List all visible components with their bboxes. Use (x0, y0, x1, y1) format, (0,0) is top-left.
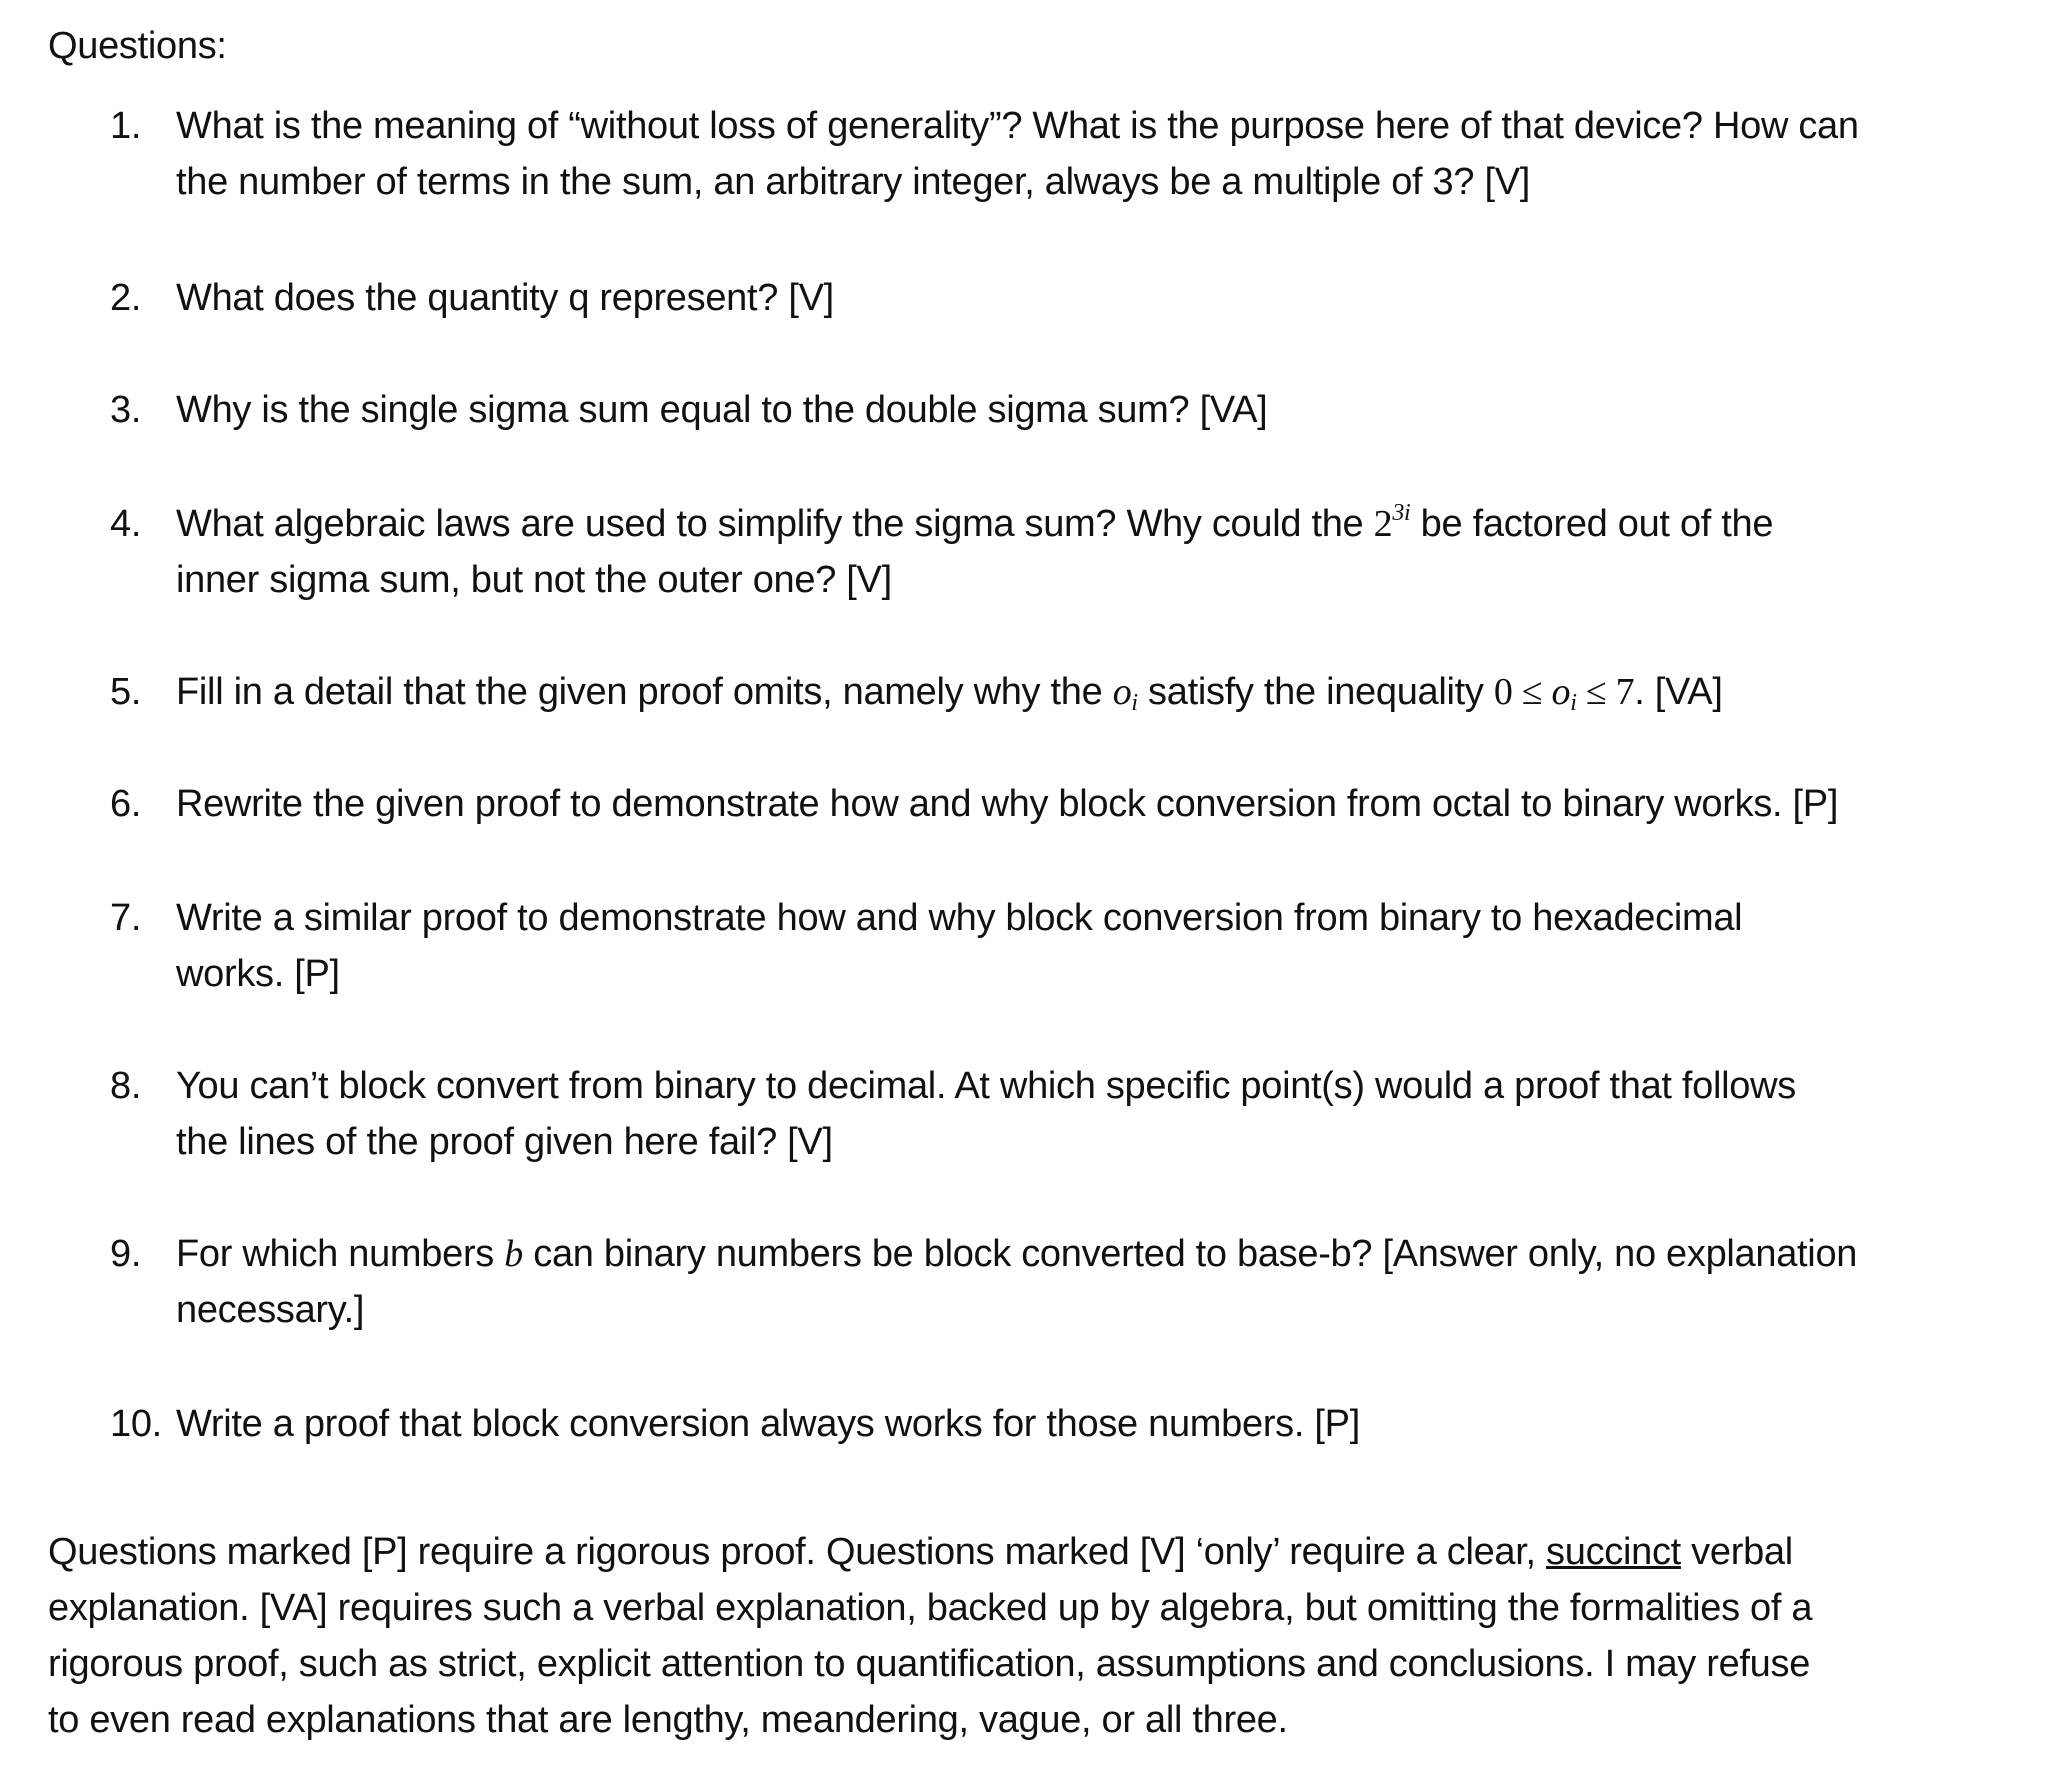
question-1 (110, 98, 2010, 210)
text-run: verbal (1680, 1531, 1793, 1573)
math-expression: 0 ≤ (1493, 671, 1552, 713)
question-text (176, 98, 2046, 210)
math-subscript: i (1570, 690, 1577, 716)
question-number: 6. (110, 783, 142, 825)
text-run: For which numbers (176, 1233, 505, 1275)
question-4 (110, 496, 2010, 608)
note-line: to even read explanations that are lengthy, meandering, vague, or all three. (48, 1699, 1288, 1741)
question-number: 7. (110, 897, 142, 939)
question-line (176, 496, 2046, 552)
question-number: 9. (110, 1233, 142, 1275)
question-line: the lines of the proof given here fail? [V] (176, 1121, 833, 1163)
math-subscript: i (1131, 690, 1138, 716)
question-number: 4. (110, 503, 142, 545)
math-variable: b (504, 1233, 523, 1275)
question-text (176, 270, 2046, 326)
question-line: Why is the single sigma sum equal to the double sigma sum? [VA] (176, 389, 1268, 431)
question-3 (110, 382, 2010, 438)
text-run: satisfy the inequality (1137, 671, 1494, 713)
text-run: What algebraic laws are used to simplify the sigma sum? Why could the (176, 503, 1374, 545)
question-9 (110, 1226, 2010, 1338)
math-expression: ≤ 7 (1576, 671, 1635, 713)
note-line: explanation. [VA] requires such a verbal explanation, backed up by algebra, but omitting the formalities of a (48, 1587, 1813, 1629)
text-run: . [VA] (1634, 671, 1723, 713)
question-number: 1. (110, 105, 142, 147)
question-line (176, 1226, 2046, 1282)
question-text (176, 1396, 2046, 1452)
question-line: works. [P] (176, 953, 340, 995)
question-2 (110, 270, 2010, 326)
page-title: Questions: (48, 25, 227, 67)
question-line: the number of terms in the sum, an arbitrary integer, always be a multiple of 3? [V] (176, 161, 1531, 203)
question-text (176, 1058, 2046, 1170)
question-number: 2. (110, 277, 142, 319)
math-base: 2 (1373, 503, 1393, 545)
underlined-word: succinct (1546, 1531, 1681, 1573)
text-run: be factored out of the (1410, 503, 1774, 545)
math-exponent: 3i (1392, 500, 1411, 526)
question-text (176, 496, 2046, 608)
question-text (176, 890, 2046, 1002)
question-number: 10. (110, 1403, 162, 1445)
question-text (176, 382, 2046, 438)
question-7 (110, 890, 2010, 1002)
question-text (176, 1226, 2046, 1338)
question-line: Write a similar proof to demonstrate how and why block conversion from binary to hexadecimal (176, 897, 1743, 939)
question-line: You can’t block convert from binary to decimal. At which specific point(s) would a proof that follows (176, 1065, 1796, 1107)
question-number: 3. (110, 389, 142, 431)
math-variable: o (1112, 671, 1132, 713)
question-number: 8. (110, 1065, 142, 1107)
question-5 (110, 664, 2010, 720)
question-text (176, 664, 2046, 720)
note-line: rigorous proof, such as strict, explicit attention to quantification, assumptions and conclusions. I may refuse (48, 1643, 1811, 1685)
question-8 (110, 1058, 2010, 1170)
math-variable: o (1551, 671, 1571, 713)
question-line: inner sigma sum, but not the outer one? [V] (176, 559, 892, 601)
question-line: Write a proof that block conversion always works for those numbers. [P] (176, 1403, 1360, 1445)
note-line (48, 1524, 2008, 1580)
question-line (176, 664, 2046, 720)
question-number: 5. (110, 671, 142, 713)
question-line: What is the meaning of “without loss of generality”? What is the purpose here of that device? How can (176, 105, 1859, 147)
text-run: Fill in a detail that the given proof omits, namely why the (176, 671, 1113, 713)
question-text (176, 776, 2046, 832)
grading-notes (48, 1524, 2008, 1748)
question-6 (110, 776, 2010, 832)
question-line: What does the quantity q represent? [V] (176, 277, 834, 319)
question-line: necessary.] (176, 1289, 365, 1331)
text-run: Questions marked [P] require a rigorous proof. Questions marked [V] ‘only’ require a clear, (48, 1531, 1547, 1573)
question-line: Rewrite the given proof to demonstrate how and why block conversion from octal to binary works. [P] (176, 783, 1839, 825)
text-run: can binary numbers be block converted to base-b? [Answer only, no explanation (522, 1233, 1858, 1275)
question-10 (110, 1396, 2010, 1452)
